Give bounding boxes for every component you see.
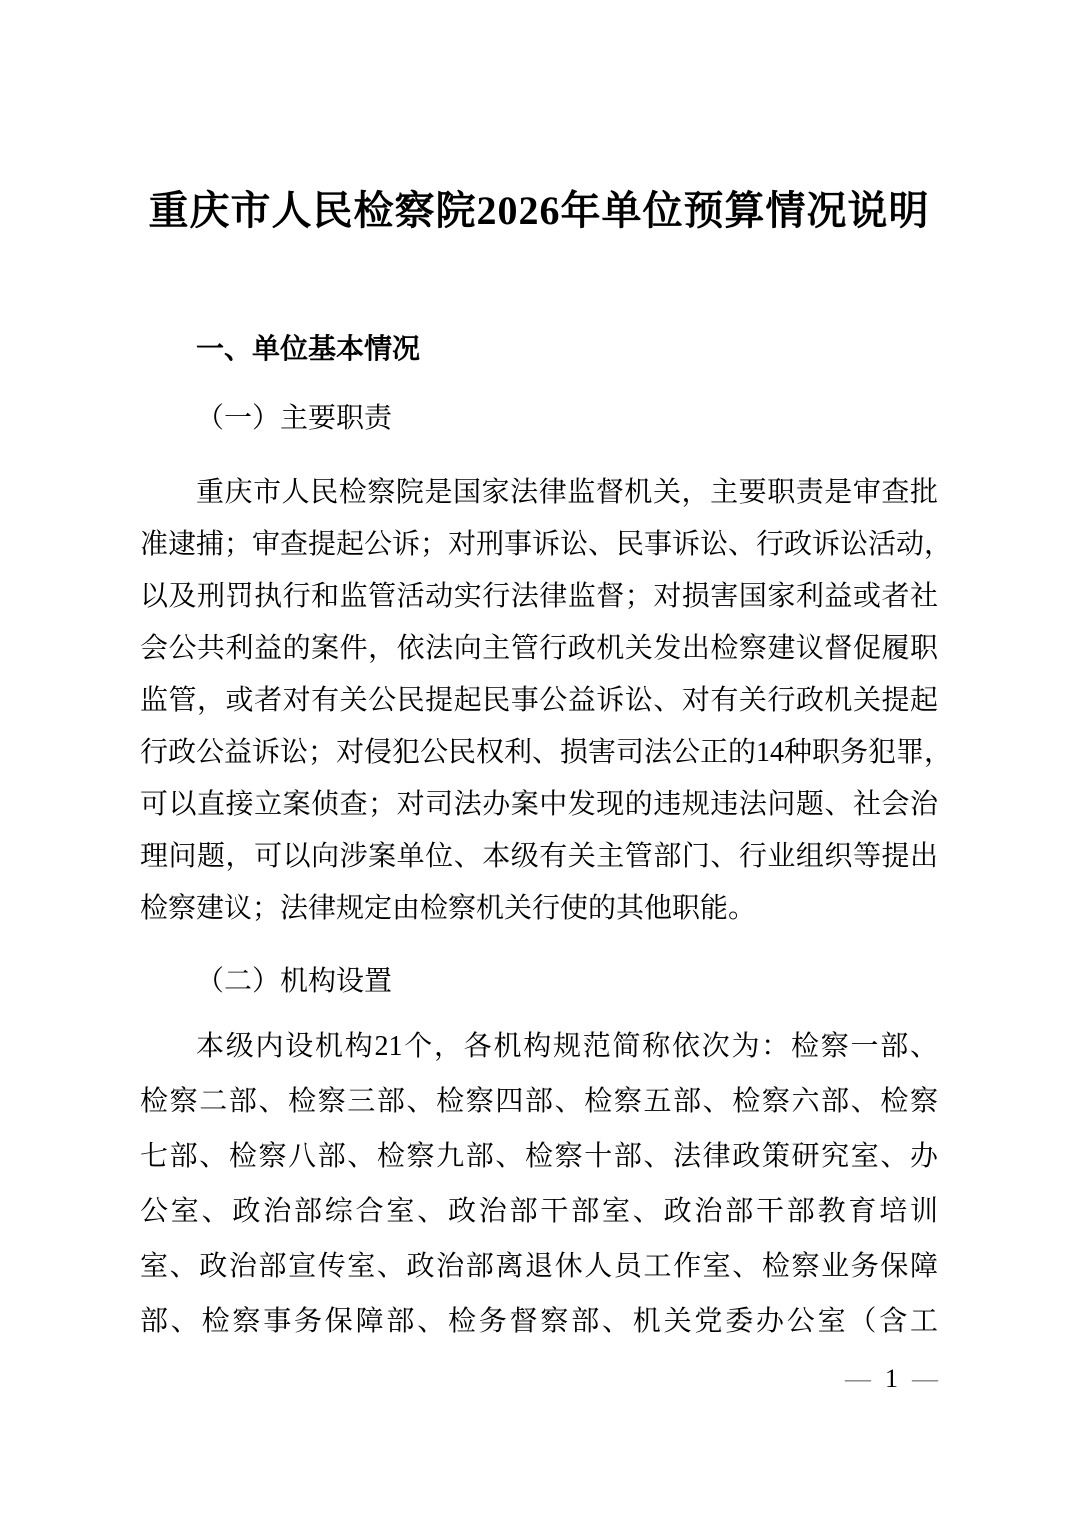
document-title: 重庆市人民检察院2026年单位预算情况说明 [148,188,930,233]
text-line: 部、检察事务保障部、检务督察部、机关党委办公室（含工 [140,1306,938,1337]
text-line: 以及刑罚执行和监管活动实行法律监督；对损害国家利益或者社 [140,581,938,612]
text-line: 本级内设机构21个，各机构规范简称依次为：检察一部、 [196,1031,938,1062]
text-line: 检察建议；法律规定由检察机关行使的其他职能。 [140,893,757,924]
page-number: 1 [885,1364,898,1393]
subsection-heading-main-duties: （一）主要职责 [196,403,393,434]
text-line: 准逮捕；审查提起公诉；对刑事诉讼、民事诉讼、行政诉讼活动， [140,529,953,560]
paragraph-organization [140,1019,938,1349]
section-heading-basic-info: 一、单位基本情况 [196,333,421,364]
page-number-dash-left: — [845,1364,871,1393]
text-line: 公室、政治部综合室、政治部干部室、政治部干部教育培训 [140,1196,938,1227]
text-line: 可以直接立案侦查；对司法办案中发现的违规违法问题、社会治 [140,789,938,820]
text-line: 行政公益诉讼；对侵犯公民权利、损害司法公正的14种职务犯罪， [140,737,953,768]
text-line: 监管，或者对有关公民提起民事公益诉讼、对有关行政机关提起 [140,685,938,716]
page-footer [140,1364,938,1394]
text-line: 重庆市人民检察院是国家法律监督机关，主要职责是审查批 [196,477,938,508]
text-line: 室、政治部宣传室、政治部离退休人员工作室、检察业务保障 [140,1251,938,1282]
text-line: 七部、检察八部、检察九部、检察十部、法律政策研究室、办 [140,1141,938,1172]
subsection-heading-organization: （二）机构设置 [196,966,393,997]
text-line: 会公共利益的案件，依法向主管行政机关发出检察建议督促履职 [140,633,938,664]
text-line: 理问题，可以向涉案单位、本级有关主管部门、行业组织等提出 [140,841,938,872]
paragraph-main-duties [140,467,953,935]
text-line: 检察二部、检察三部、检察四部、检察五部、检察六部、检察 [140,1086,938,1117]
page-number-dash-right: — [912,1364,938,1393]
